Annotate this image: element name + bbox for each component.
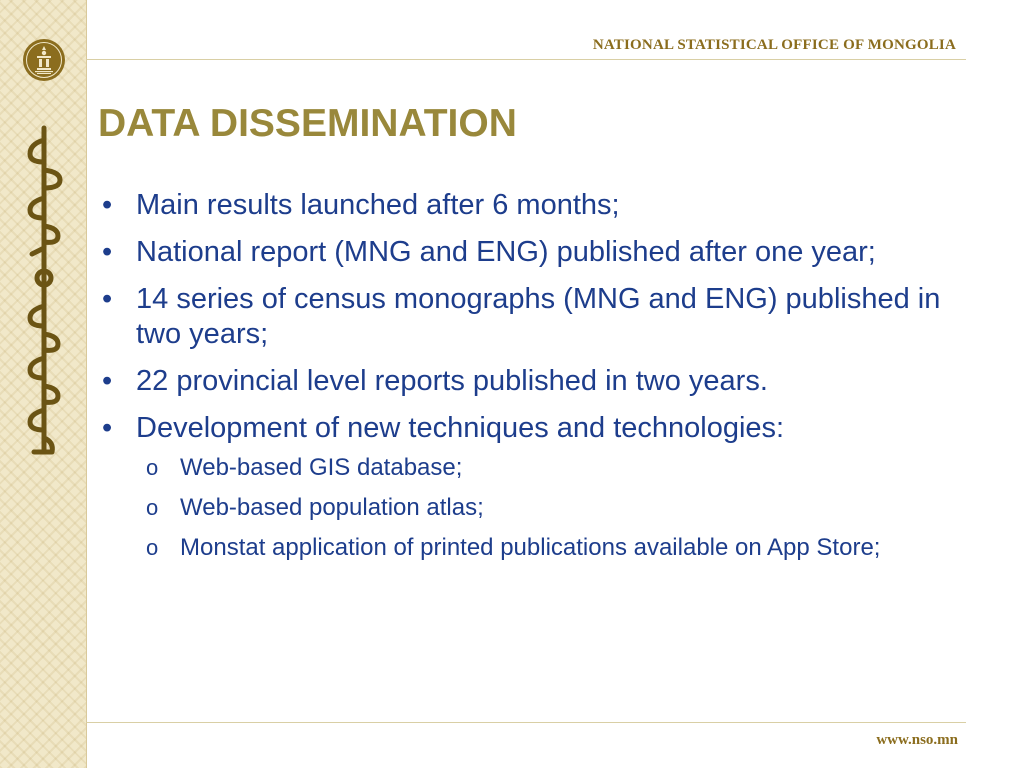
slide-title: DATA DISSEMINATION: [98, 102, 517, 145]
bullet-item: [98, 411, 978, 563]
sub-bullet-marker: o: [146, 535, 159, 560]
bullet-content: [98, 188, 978, 575]
bullet-marker: •: [102, 412, 113, 444]
bullet-item: [98, 235, 978, 270]
bullet-marker: •: [102, 283, 113, 315]
decorative-sidebar: [0, 0, 87, 768]
sub-bullet-text: Web-based GIS database;: [180, 454, 463, 481]
website-url: www.nso.mn: [876, 732, 958, 748]
sub-bullet-marker: o: [146, 455, 159, 480]
bullet-text: National report (MNG and ENG) published after one year;: [136, 236, 876, 268]
bullet-text: Development of new techniques and technologies:: [136, 412, 785, 444]
sub-bullet-item: [136, 452, 978, 483]
bullet-text: 14 series of census monographs (MNG and ENG) published in two years;: [136, 283, 941, 350]
sub-bullet-item: [136, 492, 978, 523]
bullet-text: Main results launched after 6 months;: [136, 189, 620, 221]
bullet-item: [98, 188, 978, 223]
bullet-text: 22 provincial level reports published in two years.: [136, 365, 768, 397]
bullet-item: [98, 282, 978, 352]
sub-bullet-marker: o: [146, 495, 159, 520]
bullet-item: [98, 364, 978, 399]
bullet-list: [98, 188, 978, 563]
sub-bullet-text: Web-based population atlas;: [180, 494, 484, 521]
sub-bullet-item: [136, 532, 978, 563]
bullet-marker: •: [102, 189, 113, 221]
bullet-marker: •: [102, 236, 113, 268]
sub-bullet-list: [136, 452, 978, 563]
footer-divider: [86, 722, 966, 723]
nso-emblem-icon: [22, 38, 66, 82]
mongolian-script-ornament: [14, 120, 74, 460]
bullet-marker: •: [102, 365, 113, 397]
sub-bullet-text: Monstat application of printed publications available on App Store;: [180, 534, 881, 561]
organization-name: NATIONAL STATISTICAL OFFICE OF MONGOLIA: [592, 37, 956, 53]
header-divider: [86, 59, 966, 60]
